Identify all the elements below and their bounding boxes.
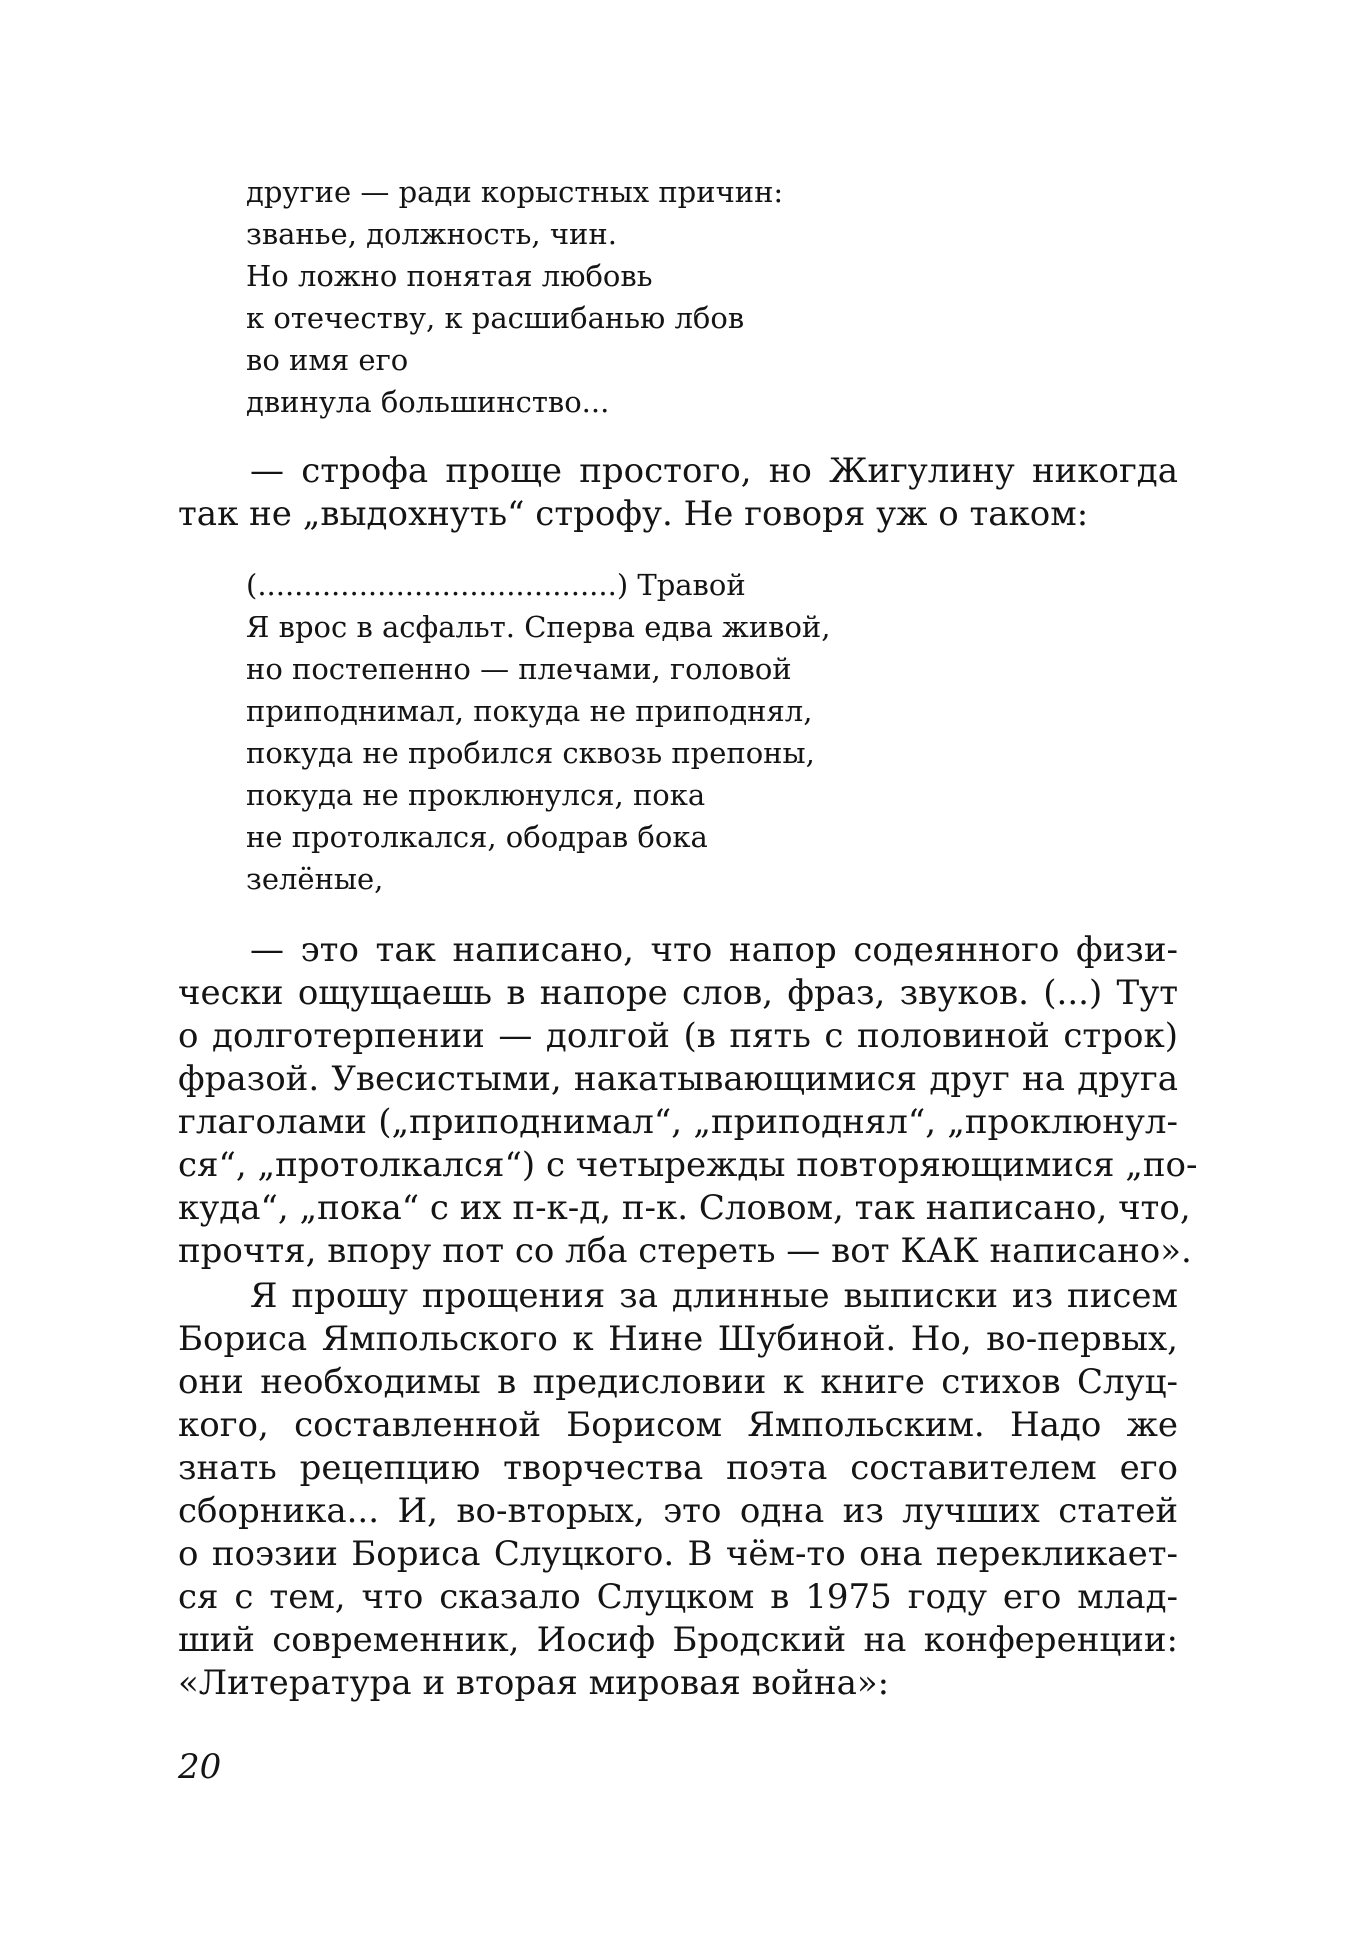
verse-line: званье, должность, чин.: [246, 217, 617, 251]
text-line: Бориса Ямпольского к Нине Шубиной. Но, во-первых,: [178, 1319, 1178, 1359]
text-line: знать рецепцию творчества поэта составителем его: [178, 1448, 1178, 1488]
text-line: — это так написано, что напор содеянного физи-: [250, 930, 1178, 970]
text-line: прочтя, впору пот со лба стереть — вот КАК написано».: [178, 1231, 1192, 1271]
text-line: глаголами („приподнимал“, „приподнял“, „проклюнул-: [178, 1102, 1178, 1142]
verse-line: двинула большинство...: [246, 385, 610, 419]
text-line: так не „выдохнуть“ строфу. Не говоря уж о таком:: [178, 494, 1089, 534]
verse-line: Я врос в асфальт. Сперва едва живой,: [246, 610, 831, 644]
verse-line: покуда не проклюнулся, пока: [246, 778, 706, 812]
verse-line: зелёные,: [246, 862, 384, 896]
verse-line: покуда не пробился сквозь препоны,: [246, 736, 815, 770]
text-line: фразой. Увесистыми, накатывающимися друг на друга: [178, 1059, 1178, 1099]
verse-line: другие — ради корыстных причин:: [246, 175, 784, 209]
text-line: сборника... И, во-вторых, это одна из лучших статей: [178, 1491, 1178, 1531]
page-number: 20: [178, 1747, 222, 1787]
verse-quote-2: [246, 564, 1026, 900]
text-line: ся с тем, что сказало Слуцком в 1975 году его млад-: [178, 1577, 1178, 1617]
verse-line: но постепенно — плечами, головой: [246, 652, 792, 686]
text-line: «Литература и вторая мировая война»:: [178, 1663, 890, 1703]
text-line: — строфа проще простого, но Жигулину никогда: [250, 451, 1178, 491]
paragraph-apology: [178, 1275, 1178, 1705]
paragraph-commentary-1: [178, 450, 1178, 536]
text-line: ся“, „протолкался“) с четырежды повторяющимися „по-: [178, 1145, 1198, 1185]
text-line: о поэзии Бориса Слуцкого. В чём-то она перекликает-: [178, 1534, 1178, 1574]
text-line: ший современник, Иосиф Бродский на конференции:: [178, 1620, 1178, 1660]
text-line: чески ощущаешь в напоре слов, фраз, звуков. (...) Тут: [178, 973, 1178, 1013]
text-line: кого, составленной Борисом Ямпольским. Надо же: [178, 1405, 1178, 1445]
verse-line: во имя его: [246, 343, 409, 377]
text-line: Я прошу прощения за длинные выписки из писем: [250, 1276, 1178, 1316]
verse-line: Но ложно понятая любовь: [246, 259, 653, 293]
text-line: куда“, „пока“ с их п-к-д, п-к. Словом, так написано, что,: [178, 1188, 1191, 1228]
text-line: о долготерпении — долгой (в пять с половиной строк): [178, 1016, 1178, 1056]
verse-line: приподнимал, покуда не приподнял,: [246, 694, 813, 728]
verse-quote-1: [246, 171, 1026, 423]
verse-line: к отечеству, к расшибанью лбов: [246, 301, 745, 335]
paragraph-commentary-2: [178, 929, 1198, 1273]
verse-line: (.......................................) Травой: [246, 568, 746, 602]
text-line: они необходимы в предисловии к книге стихов Слуц-: [178, 1362, 1178, 1402]
verse-line: не протолкался, ободрав бока: [246, 820, 708, 854]
